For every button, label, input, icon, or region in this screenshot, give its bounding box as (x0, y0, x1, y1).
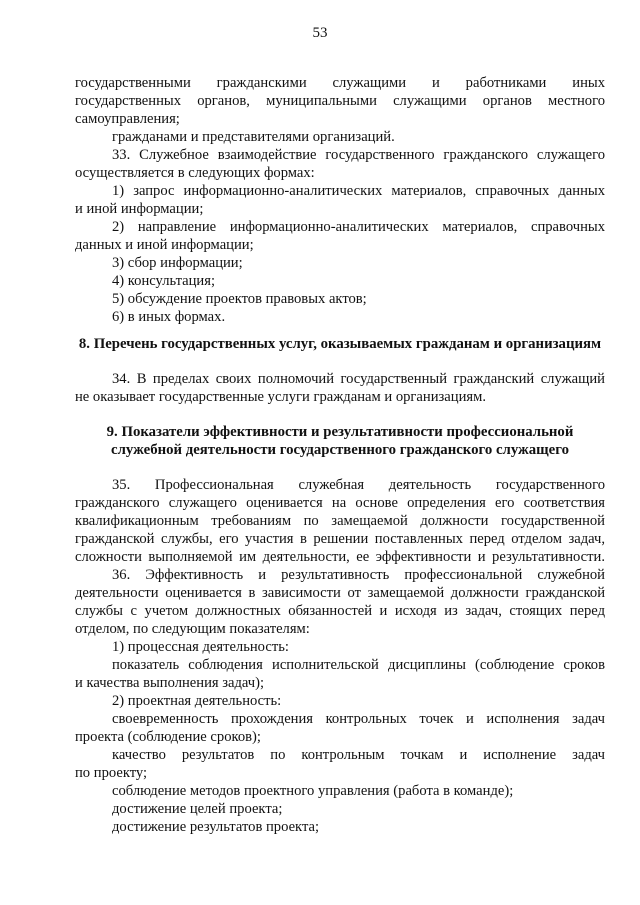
text-line: 5) обсуждение проектов правовых актов; (112, 291, 367, 307)
page-number: 53 (312, 25, 328, 41)
text-line: государственных органов, муниципальными служащими органов местного (75, 93, 605, 109)
text-line: достижение результатов проекта; (112, 819, 320, 835)
text-line: соблюдение методов проектного управления (работа в команде); (112, 783, 514, 799)
text-line: квалификационным требованиям по замещаемой должности государственной (75, 513, 605, 529)
text-line: 33. Служебное взаимодействие государственного гражданского служащего (112, 147, 605, 163)
text-line: своевременность прохождения контрольных точек и исполнения задач (112, 711, 605, 727)
text-line: 2) проектная деятельность: (112, 693, 282, 709)
text-line: гражданского служащего оценивается на основе определения его соответствия (75, 495, 605, 511)
text-line: качество результатов по контрольным точкам и исполнение задач (112, 747, 605, 763)
section-heading-9-cont: служебной деятельности государственного гражданского служащего (111, 442, 569, 458)
text-line: проекта (соблюдение сроков); (75, 729, 261, 745)
text-line: и иной информации; (75, 201, 204, 217)
section-heading-8: 8. Перечень государственных услуг, оказываемых гражданам и организациям (78, 336, 602, 352)
text-line: отделом, по следующим показателям: (75, 621, 310, 637)
text-line: 2) направление информационно-аналитических материалов, справочных (112, 219, 605, 235)
text-line: достижение целей проекта; (112, 801, 283, 817)
text-line: по проекту; (75, 765, 148, 781)
text-line: государственными гражданскими служащими и работниками иных (75, 75, 605, 91)
text-line: данных и иной информации; (75, 237, 254, 253)
text-line: 36. Эффективность и результативность профессиональной служебной (112, 567, 605, 583)
text-line: 35. Профессиональная служебная деятельность государственного (112, 477, 605, 493)
text-line: гражданской службы, его участия в решении поставленных перед отделом задач, (75, 531, 605, 547)
text-line: самоуправления; (75, 111, 180, 127)
text-line: 1) процессная деятельность: (112, 639, 289, 655)
text-line: показатель соблюдения исполнительской дисциплины (соблюдение сроков (112, 657, 605, 673)
text-line: сложности выполняемой им деятельности, ее эффективности и результативности. (75, 549, 605, 565)
text-line: не оказывает государственные услуги гражданам и организациям. (75, 389, 486, 405)
text-line: службы с учетом должностных обязанностей и исходя из задач, стоящих перед (75, 603, 605, 619)
text-line: гражданами и представителями организаций. (112, 129, 395, 145)
text-line: 34. В пределах своих полномочий государственный гражданский служащий (112, 371, 605, 387)
text-line: 6) в иных формах. (112, 309, 226, 325)
text-line: деятельности оценивается в зависимости от замещаемой должности гражданской (75, 585, 605, 601)
text-line: 1) запрос информационно-аналитических материалов, справочных данных (112, 183, 605, 199)
text-line: и качества выполнения задач); (75, 675, 265, 691)
section-heading-9: 9. Показатели эффективности и результативности профессиональной (106, 424, 574, 440)
text-line: осуществляется в следующих формах: (75, 165, 315, 181)
text-line: 4) консультация; (112, 273, 216, 289)
text-line: 3) сбор информации; (112, 255, 243, 271)
